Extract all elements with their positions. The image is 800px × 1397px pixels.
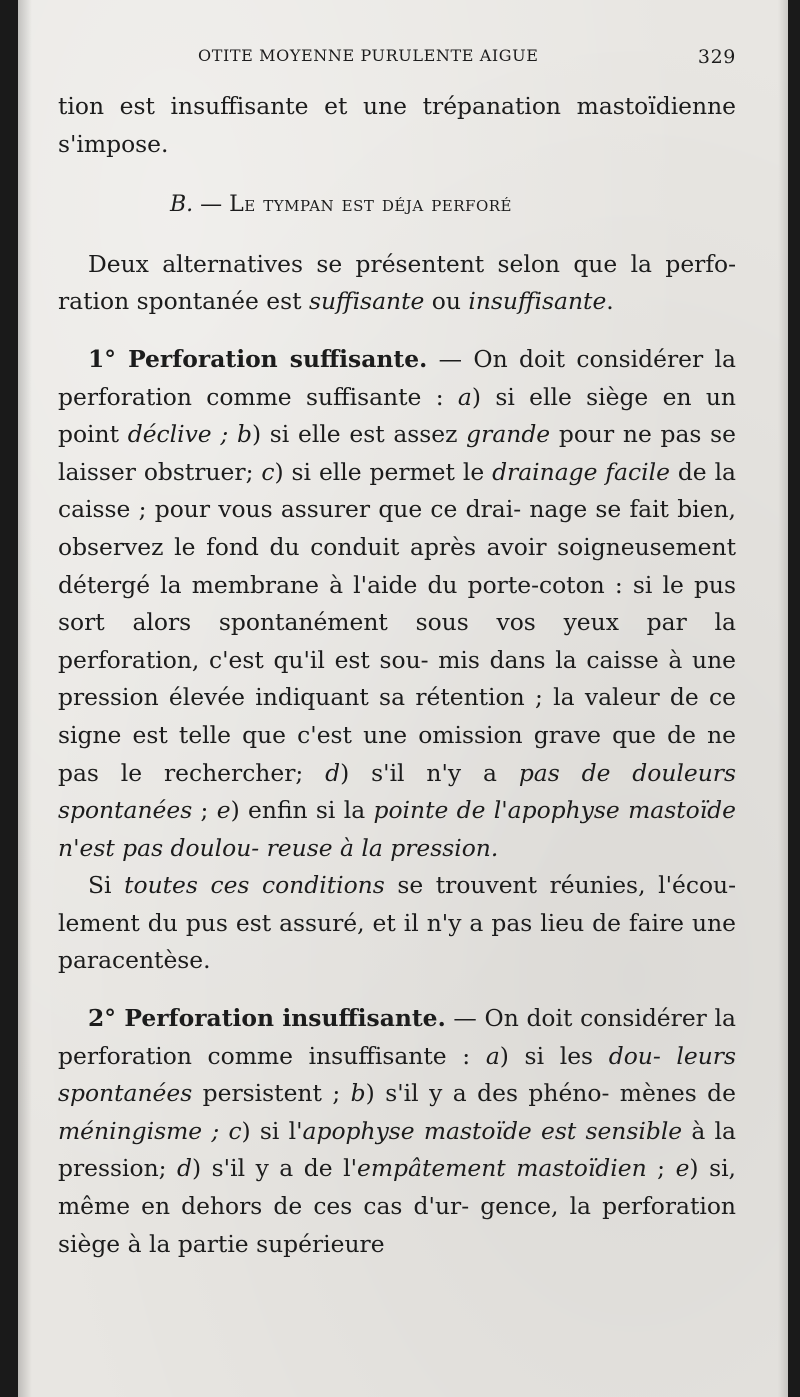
italic-run: e bbox=[216, 796, 231, 825]
section-dash: — bbox=[200, 192, 223, 218]
italic-run: pas de douleurs spontanées bbox=[58, 758, 736, 825]
running-title: OTITE MOYENNE PURULENTE AIGUE bbox=[198, 46, 539, 65]
italic-run: méningisme ; c bbox=[58, 1116, 242, 1145]
italic-run: c bbox=[261, 457, 275, 486]
book-page bbox=[18, 0, 788, 1397]
text-run: de la caisse ; pour vous assurer que ce drai- nage se fait bien, observez le fond du conduit après avoir soigneusement détergé la membrane à l'aide du porte-coton : si le pus sort alors spontanément sous vos yeux par la perforation, c'est qu'il est sou- mis dans la caisse à une pression élevée indiquant sa rétention ; la valeur de ce signe est telle que c'est une omission grave que de ne pas le rechercher; bbox=[58, 457, 736, 787]
text-run: ) s'il n'y a bbox=[340, 758, 519, 787]
paragraph-conditions bbox=[58, 867, 736, 980]
text-run: persistent ; bbox=[192, 1079, 351, 1108]
text-run: ) enfin si la bbox=[230, 796, 374, 825]
italic-run: b bbox=[350, 1079, 366, 1108]
text-run: ) si, même en dehors de ces cas d'ur- gence, la perforation siège à la partie supérieure bbox=[58, 1154, 736, 1258]
section-heading-b bbox=[58, 186, 736, 224]
italic-run: insuffisante bbox=[468, 287, 607, 316]
subsection-heading-2: 2° Perforation insuffisante. bbox=[88, 1004, 446, 1033]
running-header bbox=[58, 46, 736, 72]
italic-run: toutes ces conditions bbox=[124, 871, 385, 900]
body-text bbox=[58, 88, 736, 1263]
text-run: Si bbox=[88, 871, 125, 900]
text-run: . bbox=[606, 287, 614, 316]
italic-run: d bbox=[177, 1154, 193, 1183]
page-number: 329 bbox=[697, 46, 736, 68]
text-run: ; bbox=[192, 796, 217, 825]
text-run: ) si elle est assez bbox=[251, 420, 467, 449]
text-run: ) si les bbox=[499, 1041, 609, 1070]
text-run: ; bbox=[646, 1154, 676, 1183]
italic-run: a bbox=[485, 1041, 500, 1070]
subsection-heading-1: 1° Perforation suffisante. bbox=[88, 344, 428, 373]
text-run: ) si l' bbox=[241, 1116, 303, 1145]
text-run: ) s'il y a de l' bbox=[192, 1154, 358, 1183]
text-run: ) si elle permet le bbox=[274, 457, 493, 486]
italic-run: d bbox=[325, 758, 341, 787]
italic-run: apophyse mastoïde est sensible bbox=[302, 1116, 683, 1145]
paragraph-text: tion est insuffisante et une trépanation mastoïdienne s'impose. bbox=[58, 92, 736, 158]
italic-run: empâtement mastoïdien bbox=[357, 1154, 647, 1183]
italic-run: déclive ; b bbox=[127, 420, 252, 449]
section-letter: B. bbox=[170, 192, 194, 218]
section-title: Le tympan est déja perforé bbox=[229, 192, 512, 218]
text-run: ou bbox=[424, 287, 469, 316]
italic-run: suffisante bbox=[308, 287, 425, 316]
paragraph-continuation bbox=[58, 88, 736, 163]
text-run: à la pression; bbox=[58, 1116, 736, 1183]
text-run: pour ne pas se laisser obstruer; bbox=[58, 420, 736, 486]
text-run: Deux alternatives se présentent selon que la perfo- ration spontanée est bbox=[58, 249, 736, 316]
italic-run: grande bbox=[466, 420, 551, 449]
text-run: — On doit considérer la perforation comme suffisante : bbox=[58, 344, 736, 411]
italic-run: a bbox=[457, 382, 472, 411]
italic-run: pointe de l'apophyse mastoïde n'est pas doulou- reuse à la pression. bbox=[58, 796, 736, 862]
text-run: — On doit considérer la perforation comme insuffisante : bbox=[58, 1004, 736, 1070]
paragraph-alternatives bbox=[58, 246, 736, 321]
paragraph-perforation-suffisante bbox=[58, 341, 736, 867]
text-run: se trouvent réunies, l'écou- lement du pus est assuré, et il n'y a pas lieu de faire une paracentèse. bbox=[58, 871, 736, 975]
italic-run: dou- leurs spontanées bbox=[58, 1041, 736, 1108]
paragraph-perforation-insuffisante bbox=[58, 1000, 736, 1263]
italic-run: drainage facile bbox=[492, 457, 670, 486]
text-run: ) si elle siège en un point bbox=[58, 382, 736, 449]
italic-run: e bbox=[675, 1154, 690, 1183]
text-run: ) s'il y a des phéno- mènes de bbox=[365, 1079, 736, 1108]
